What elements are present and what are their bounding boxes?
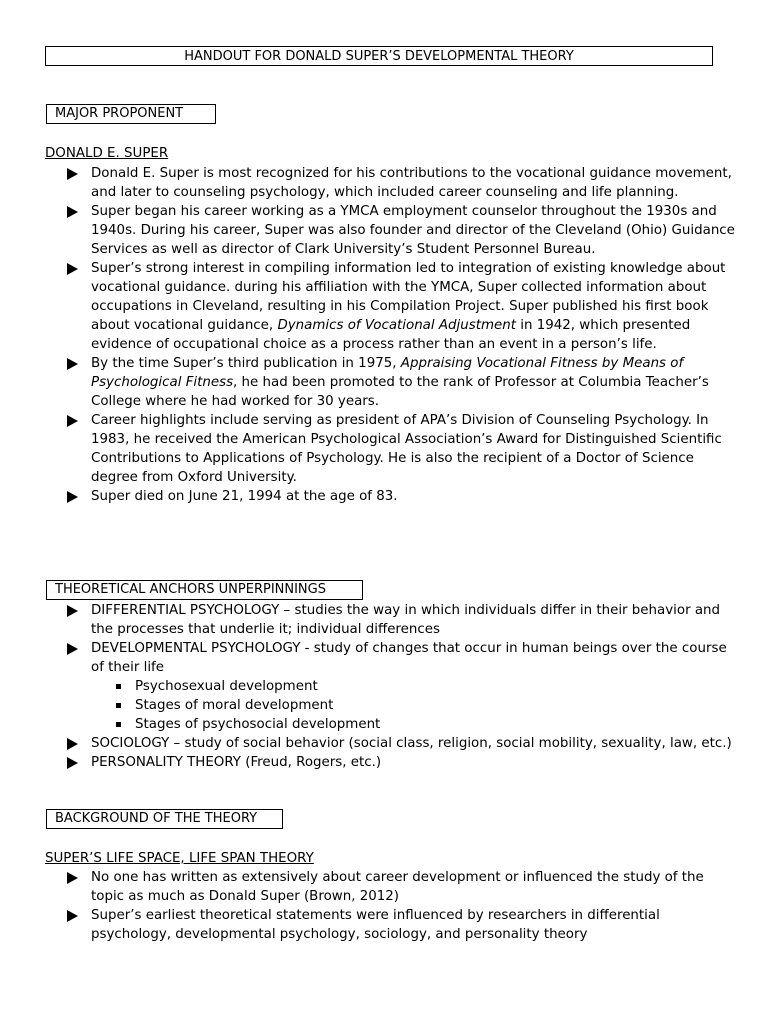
book-title: Appraising Vocational Fitness by Means of Psychological Fitness — [91, 356, 684, 390]
developmental-sub-list — [91, 677, 735, 734]
bullet-text: DEVELOPMENTAL PSYCHOLOGY - study of changes that occur in human beings over the course of their life — [91, 641, 727, 675]
list-item: Super’s earliest theoretical statements were influenced by researchers in differential psychology, developmental psychology, sociology, and personality theory — [45, 906, 735, 944]
book-title: Dynamics of Vocational Adjustment — [277, 318, 516, 333]
list-item — [45, 639, 735, 734]
list-item — [45, 354, 735, 411]
anchors-bullet-list — [45, 601, 735, 772]
list-item: PERSONALITY THEORY (Freud, Rogers, etc.) — [45, 753, 735, 772]
sub-list-item: Stages of psychosocial development — [91, 715, 735, 734]
sub-list-item: Stages of moral development — [91, 696, 735, 715]
list-item: Donald E. Super is most recognized for his contributions to the vocational guidance movement, and later to counseling psychology, which included career counseling and life planning. — [45, 164, 735, 202]
bullet-text: Super’s strong interest in compiling information led to integration of existing knowledge about vocational guidance. during his affiliation with the YMCA, Super collected information about occupations in Cleveland, resulting in his Compilation Project. Super published his first book about vocational guidance, — [91, 261, 726, 333]
list-item: DIFFERENTIAL PSYCHOLOGY – studies the way in which individuals differ in their behavior and the processes that underlie it; individual differences — [45, 601, 735, 639]
document-title: HANDOUT FOR DONALD SUPER’S DEVELOPMENTAL THEORY — [45, 46, 713, 66]
section-heading-background: BACKGROUND OF THE THEORY — [46, 809, 283, 829]
list-item — [45, 259, 735, 354]
list-item: SOCIOLOGY – study of social behavior (social class, religion, social mobility, sexuality, law, etc.) — [45, 734, 735, 753]
background-bullet-list — [45, 868, 735, 944]
bullet-text: in 1942, which presented evidence of occupational choice as a process rather than an event in a person’s life. — [91, 318, 691, 352]
theory-subheading: SUPER’S LIFE SPACE, LIFE SPAN THEORY — [45, 851, 314, 866]
section-heading-major-proponent: MAJOR PROPONENT — [46, 104, 216, 124]
list-item: Career highlights include serving as president of APA’s Division of Counseling Psychology. In 1983, he received the American Psychological Association’s Award for Distinguished Scientific Contributions to Applications of Psychology. He is also the recipient of a Doctor of Science degree from Oxford University. — [45, 411, 735, 487]
proponent-bullet-list — [45, 164, 735, 506]
section-heading-theoretical-anchors: THEORETICAL ANCHORS UNPERPINNINGS — [46, 580, 363, 600]
list-item: No one has written as extensively about career development or influenced the study of the topic as much as Donald Super (Brown, 2012) — [45, 868, 735, 906]
list-item: Super began his career working as a YMCA employment counselor throughout the 1930s and 1940s. During his career, Super was also founder and director of the Cleveland (Ohio) Guidance Services as well as director of Clark University’s Student Personnel Bureau. — [45, 202, 735, 259]
proponent-name: DONALD E. SUPER — [45, 146, 169, 161]
bullet-text: By the time Super’s third publication in 1975, — [91, 356, 401, 371]
sub-list-item: Psychosexual development — [91, 677, 735, 696]
list-item: Super died on June 21, 1994 at the age of 83. — [45, 487, 735, 506]
bullet-text: , he had been promoted to the rank of Professor at Columbia Teacher’s College where he had worked for 30 years. — [91, 375, 709, 409]
